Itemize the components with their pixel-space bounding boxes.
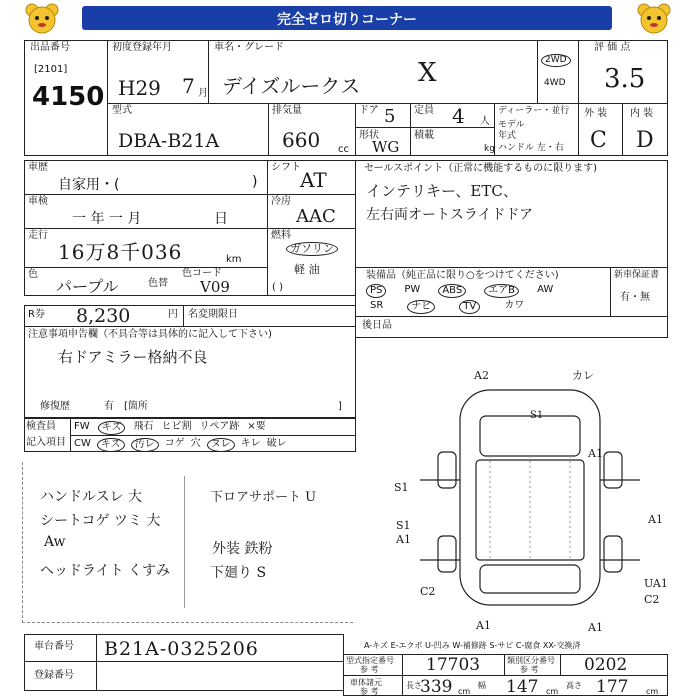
drive-box [537, 40, 579, 104]
class-label: 類別区分番号 [507, 656, 555, 665]
diagram-mark-a1-front: A1 [588, 447, 603, 460]
cc-unit: cc [338, 144, 349, 155]
ext-score: C [590, 128, 607, 153]
inspection-label: 車検 [28, 196, 48, 207]
repair-bracket: [箇所 [124, 401, 148, 412]
sales-line2: 左右両オートスライドドア [366, 207, 534, 223]
drive-2wd: 2WD [541, 54, 571, 67]
size-label: 車体諸元 [350, 678, 382, 687]
check-row2-item: 破レ [266, 438, 287, 449]
class-value: 0202 [584, 655, 628, 675]
spec-vdivider2 [504, 654, 505, 675]
type-spec-sub: 参 考 [360, 665, 379, 674]
handle-label: ハンドル 左・右 [498, 143, 564, 153]
sales-label: セールスポイント（正常に機能するものに限ります) [364, 163, 598, 174]
mascot-left-icon [22, 2, 62, 36]
ext-label: 外 装 [584, 108, 608, 119]
shift-label: シフト [271, 162, 301, 173]
new-tax-value: 有・無 [620, 292, 650, 303]
ext-int-divider [622, 103, 623, 156]
inspection-end: 日 [214, 211, 228, 227]
later-label: 後日品 [362, 320, 392, 331]
reg-label: 初度登録年月 [112, 42, 172, 53]
size-sub: 参 考 [360, 687, 379, 696]
entry-label: 記入項目 [26, 437, 66, 448]
color-code: V09 [200, 278, 230, 296]
equip-ps: PS [366, 284, 386, 298]
check-row1-item: 飛石 [133, 421, 154, 432]
doors-divider [355, 127, 495, 128]
equipment-row1 [366, 284, 553, 298]
diagram-mark-c2-right: C2 [644, 593, 660, 606]
capacity-unit: 人 [480, 116, 490, 127]
color-code-label: 色コード [182, 268, 222, 279]
equip-sr: SR [370, 300, 384, 311]
recycle-label: R券 [28, 309, 45, 320]
diagram-mark-a1-right: A1 [648, 513, 663, 526]
diagram-mark-kare: カレ [572, 369, 594, 382]
score: 3.5 [604, 64, 646, 94]
repair-label: 修復歴 [40, 401, 70, 412]
body-label: 形状 [359, 130, 379, 141]
diagram-mark-a1-left: A1 [396, 533, 411, 546]
recycle: 8,230 [76, 305, 131, 327]
later-box [355, 316, 668, 338]
inspector-note-4: ヘッドライト くすみ [40, 563, 171, 579]
ac: AAC [296, 206, 336, 227]
equipment-row2 [370, 300, 524, 314]
fuel-gas: ガソリン [286, 242, 338, 256]
notes-dotted-divider [184, 476, 185, 608]
equip-navi: ナビ [407, 300, 435, 314]
equip-aw: AW [537, 284, 554, 295]
check-row2-item: キレ [240, 438, 261, 449]
doors: 5 [384, 106, 396, 127]
lot-label: 出品番号 [30, 42, 70, 53]
inspector-note-7: 下廻り S [210, 565, 267, 581]
reg-month: 7 [182, 74, 195, 98]
inspector-note-5: 下ロアサポート U [210, 490, 317, 505]
grade: X [418, 58, 437, 88]
car-label: 車名・グレード [214, 42, 284, 53]
length-unit: cm [458, 687, 471, 696]
damage-legend: A-キズ E-エクボ U-凹み W-補修跡 S-サビ C-腐食 XX-交換済 [364, 641, 581, 650]
diagram-mark-a1-rear-left: A1 [476, 619, 491, 632]
mileage: 16万8千036 [58, 240, 183, 264]
body: WG [372, 138, 400, 156]
new-tax-label: 新車保証書 [614, 270, 660, 280]
equip-pw: PW [404, 284, 421, 295]
repair-close: ] [338, 401, 342, 412]
load-unit: kg [484, 144, 495, 154]
width-unit: cm [546, 687, 559, 696]
reg-year: H29 [118, 76, 161, 100]
int-score: D [636, 128, 654, 153]
vin: B21A-0325206 [104, 638, 259, 660]
inspection-box [24, 194, 268, 229]
diagram-mark-s1-left: S1 [394, 481, 409, 494]
diagram-mark-ua1: UA1 [644, 577, 668, 590]
reg-month-unit: 月 [198, 88, 208, 99]
inspector-note-2: シートコゲ ツミ 大 [40, 513, 161, 529]
check-row2-item: 穴 [190, 438, 201, 449]
type-spec-label: 型式指定番号 [346, 656, 394, 665]
check-hdivider [70, 435, 356, 436]
title-change-label: 名変期限日 [188, 309, 238, 320]
color-label: 色 [28, 269, 38, 280]
equip-abs: ABS [438, 284, 466, 298]
check-row2-item: CW [74, 438, 91, 449]
check-row2-item: 汚レ [131, 438, 159, 452]
notes-value: 右ドアミラー格納不良 [58, 348, 208, 366]
check-row1-item: ヒビ割 [161, 421, 192, 432]
doors-label: ドア [359, 105, 379, 116]
drive-4wd: 4WD [544, 78, 566, 88]
spec-label: 年式 [498, 131, 517, 141]
width: 147 [506, 677, 539, 697]
diagram-mark-c2-left: C2 [420, 585, 436, 598]
check-row2-item: コゲ [164, 438, 185, 449]
check-row2-item: ヌレ [207, 438, 235, 452]
height: 177 [596, 677, 629, 697]
mileage-unit: km [226, 254, 242, 265]
height-label: 高さ [566, 681, 582, 690]
color-sub-label: 色替 [148, 278, 168, 289]
equip-tv: TV [459, 300, 480, 314]
header-title: 完全ゼロ切りコーナー [277, 12, 417, 28]
repair-value: 有 [104, 401, 114, 412]
check-row1-item: FW [74, 421, 90, 432]
ac-label: 冷房 [271, 196, 291, 207]
check-row1 [74, 421, 266, 435]
diagram-mark-a2: A2 [474, 369, 489, 382]
notes-label: 注意事項申告欄（不具合等は具体的に記入して下さい) [28, 329, 272, 340]
lot-number: 4150 [32, 82, 105, 112]
displacement: 660 [282, 128, 321, 152]
width-label: 幅 [478, 681, 486, 690]
inspector-note-3: Aw [44, 534, 66, 550]
fuel-diesel: 軽 油 [294, 263, 320, 276]
sales-line1: インテリキー、ETC、 [366, 182, 518, 200]
model-spec-label: モデル [498, 120, 525, 130]
model-label: 型式 [112, 105, 132, 116]
type-spec: 17703 [426, 655, 481, 675]
load-label: 積載 [414, 130, 434, 141]
diagram-mark-a1-rear: A1 [588, 621, 603, 634]
mascot-right-icon [634, 2, 674, 36]
height-unit: cm [646, 687, 659, 696]
equipment-label: 装備品（純正品に限り○をつけてください) [366, 270, 559, 281]
length: 339 [420, 677, 453, 697]
inspection-value: 一 年 一 月 [72, 211, 142, 227]
check-row1-item: ×要 [247, 421, 266, 432]
length-label: 長さ [406, 681, 422, 690]
history-close: ) [252, 174, 258, 190]
fuel-paren: ( ) [272, 282, 283, 293]
spec-vdivider3 [560, 654, 561, 675]
equip-airbag: エアB [484, 284, 519, 298]
score-label: 評 価 点 [594, 42, 631, 53]
inspector-note-1: ハンドルスレ 大 [40, 489, 143, 505]
class-sub: 参 考 [520, 665, 539, 674]
equip-leather: カワ [504, 300, 525, 311]
mileage-label: 走行 [28, 230, 48, 241]
check-row1-item: リペア跡 [199, 421, 240, 432]
plate-label: 登録番号 [34, 670, 74, 681]
check-row2-item: キズ [97, 438, 125, 452]
dealer-label: ディーラー・並行 [498, 106, 570, 116]
spec-hdivider [343, 675, 668, 676]
diagram-mark-s1-left2: S1 [396, 519, 411, 532]
capacity: 4 [452, 104, 465, 128]
check-row1-item: キズ [98, 421, 126, 435]
color: パープル [56, 277, 119, 296]
vin-label: 車台番号 [34, 641, 74, 652]
yen-unit: 円 [168, 309, 178, 320]
int-label: 内 装 [630, 108, 654, 119]
shift: AT [300, 168, 327, 192]
doors-vdivider [410, 103, 411, 156]
car-name: デイズルークス [222, 74, 361, 98]
check-label: 検査員 [26, 421, 56, 432]
capacity-label: 定員 [414, 105, 434, 116]
history-value: 自家用・( [58, 177, 120, 193]
history-label: 車歴 [28, 162, 48, 173]
header-banner [22, 4, 678, 32]
fuel-label: 燃料 [271, 230, 291, 241]
model: DBA-B21A [118, 130, 220, 152]
inspector-note-6: 外装 鉄粉 [212, 541, 273, 557]
displacement-label: 排気量 [272, 105, 302, 116]
diagram-mark-s1-top: S1 [530, 410, 544, 421]
check-row2 [74, 438, 287, 452]
lot-code: [2101] [34, 64, 68, 75]
spec-vdivider1 [402, 654, 403, 696]
